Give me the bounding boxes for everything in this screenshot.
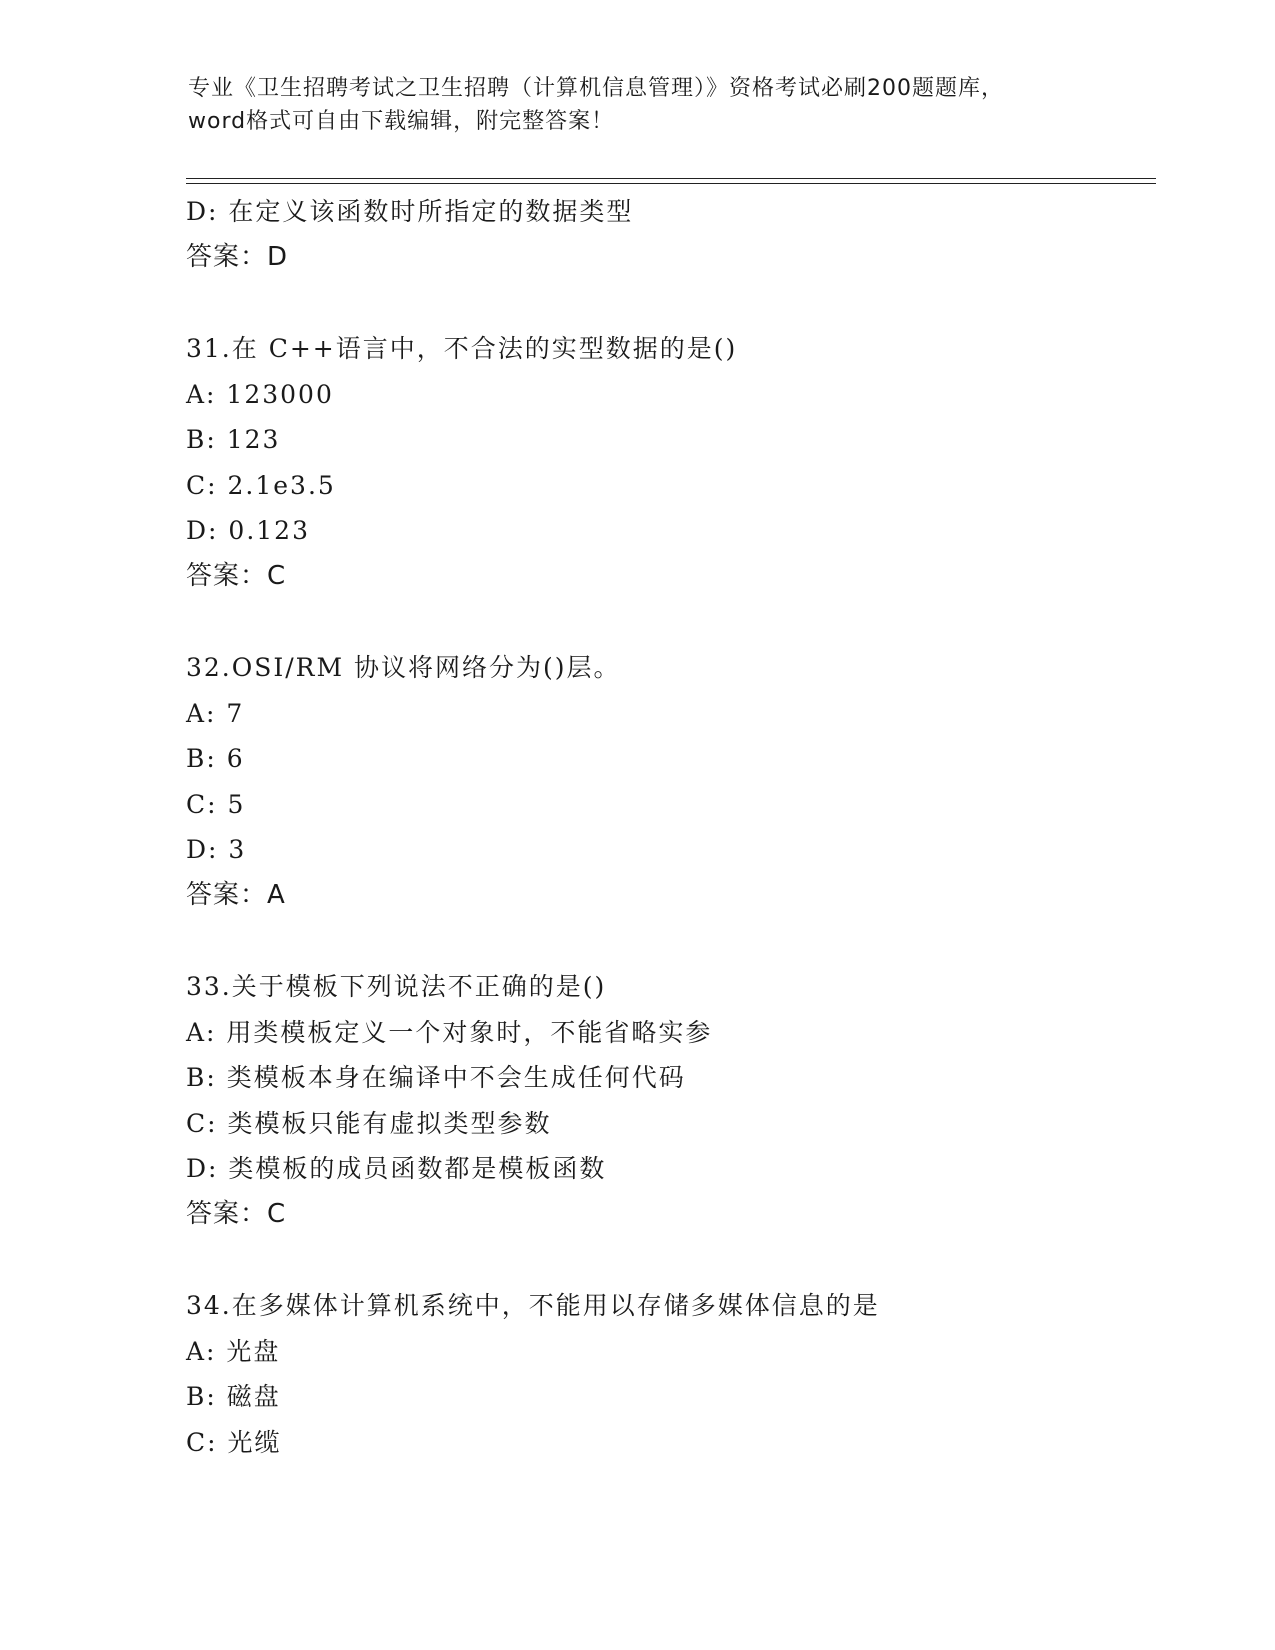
question-block-30 xyxy=(186,189,1146,280)
option-d: D: 0.123 xyxy=(186,516,310,545)
header-divider-bottom xyxy=(186,183,1156,184)
option-a: A: 用类模板定义一个对象时，不能省略实参 xyxy=(186,1017,713,1047)
header-title-line-1: 专业《卫生招聘考试之卫生招聘（计算机信息管理）》资格考试必刷200题题库， xyxy=(188,76,1004,101)
answer-line: 答案：D xyxy=(186,241,289,272)
option-a: A: 123000 xyxy=(186,379,334,409)
option-d: D: 类模板的成员函数都是模板函数 xyxy=(186,1154,607,1183)
option-d: D: 在定义该函数时所指定的数据类型 xyxy=(186,197,634,226)
question-list xyxy=(186,189,1146,1465)
question-block-32 xyxy=(186,645,1146,918)
question-block-33 xyxy=(186,964,1146,1237)
option-c: C: 类模板只能有虚拟类型参数 xyxy=(186,1108,552,1138)
spacer xyxy=(186,280,1146,326)
question-text: 33.关于模板下列说法不正确的是() xyxy=(186,972,607,1001)
option-b: B: 123 xyxy=(186,425,281,454)
option-c: C: 2.1e3.5 xyxy=(186,470,336,500)
question-text: 32.OSI/RM 协议将网络分为()层。 xyxy=(186,653,621,682)
header-divider-top xyxy=(186,178,1156,179)
option-c: C: 光缆 xyxy=(186,1427,282,1457)
option-b: B: 6 xyxy=(186,744,245,773)
document-header xyxy=(188,72,1108,138)
answer-line: 答案：C xyxy=(186,1198,287,1229)
spacer xyxy=(186,918,1146,964)
option-b: B: 磁盘 xyxy=(186,1382,281,1411)
answer-line: 答案：A xyxy=(186,879,286,910)
option-a: A: 7 xyxy=(186,698,245,728)
spacer xyxy=(186,599,1146,645)
option-a: A: 光盘 xyxy=(186,1336,281,1366)
option-b: B: 类模板本身在编译中不会生成任何代码 xyxy=(186,1063,686,1092)
question-block-34 xyxy=(186,1283,1146,1465)
spacer xyxy=(186,1237,1146,1283)
option-d: D: 3 xyxy=(186,835,247,864)
question-text: 31.在 C++语言中，不合法的实型数据的是() xyxy=(186,334,738,363)
question-block-31 xyxy=(186,326,1146,599)
option-c: C: 5 xyxy=(186,789,246,819)
answer-line: 答案：C xyxy=(186,560,287,591)
header-title-line-2: word格式可自由下载编辑，附完整答案！ xyxy=(188,109,615,134)
question-text: 34.在多媒体计算机系统中，不能用以存储多媒体信息的是 xyxy=(186,1291,880,1320)
